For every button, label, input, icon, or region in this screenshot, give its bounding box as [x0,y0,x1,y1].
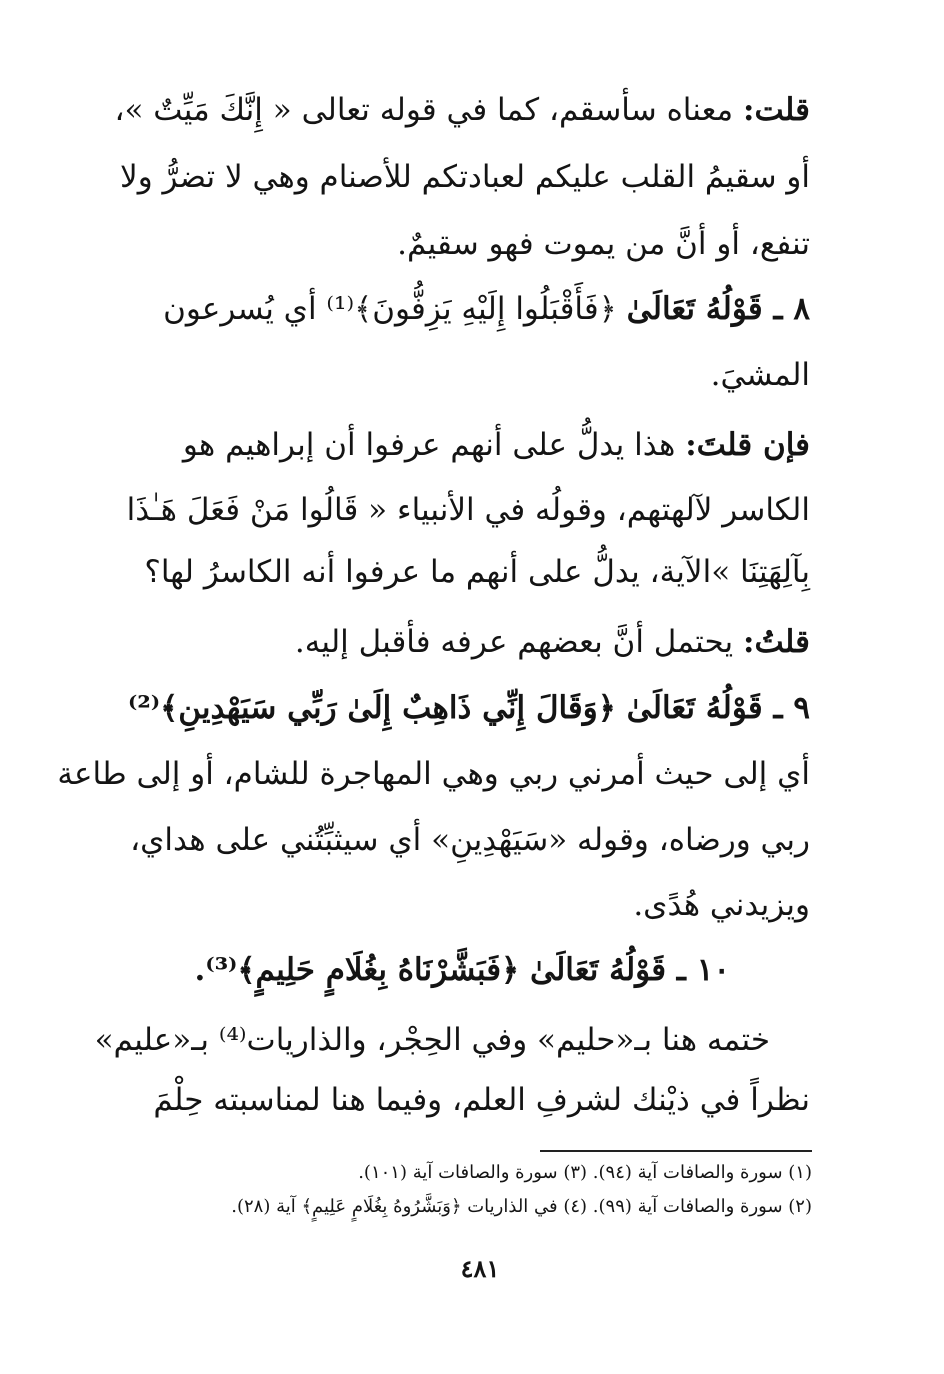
text-line [295,622,810,662]
line-text: ختمه هنا بـ«حليم» وفي الحِجْر، والذاريات⁽⁴⁾ بـ«عليم» [94,1022,770,1058]
line-text: تنفع، أو أنَّ من يموت فهو سقيمٌ. [397,226,810,262]
text-line [95,1020,770,1060]
line-text: الكاسر لآلهتهم، وقولُه في الأنبياء « قَالُوا مَنْ فَعَلَ هَـٰذَا [126,492,810,528]
text-line [127,490,810,530]
text-line [633,885,810,925]
text-line [163,289,810,329]
line-text: ﴿وَقَالَ إِنِّي ذَاهِبٌ إِلَىٰ رَبِّي سَيَهْدِينِ﴾⁽²⁾ [128,690,627,726]
line-text: يحتمل أنَّ بعضهم عرفه فأقبل إليه. [294,624,744,660]
line-text: بِآلِهَتِنَا »الآية، يدلُّ على أنهم ما عرفوا أنه الكاسرُ لها؟ [144,554,810,590]
line-lead: ٨ ـ قَوْلُهُ تَعَالَىٰ [626,291,810,327]
line-text: معناه سأسقم، كما في قوله تعالى « إِنَّكَ مَيِّتٌ »، [114,92,744,128]
line-text: ويزيدني هُدًى. [633,887,810,923]
text-line [120,157,810,197]
text-line [114,90,810,130]
text-line [128,688,810,728]
line-text: نظراً في ذيْنك لشرفِ العلم، وفيما هنا لمناسبته حِلْمَ [153,1082,810,1118]
line-lead: ٩ ـ قَوْلُهُ تَعَالَىٰ [626,690,810,726]
line-text: أو سقيمُ القلب عليكم لعبادتكم للأصنام وهي لا تضرُّ ولا [120,159,810,195]
line-text: المشيَ. [710,357,810,393]
line-text: ربي ورضاه، وقوله «سَيَهْدِينِ» أي سيثبِّتُني على هداي، [130,822,810,858]
footnote-divider [540,1150,812,1152]
text-line [57,754,810,794]
text-line [183,425,810,465]
line-text: ﴿فَأَقْبَلُوا إِلَيْهِ يَزِفُّونَ﴾⁽¹⁾ أي يُسرعون [163,291,627,327]
line-lead: ١٠ ـ قَوْلُهُ تَعَالَىٰ [530,952,730,988]
footnote: (١) سورة والصافات آية (٩٤). (٣) سورة والصافات آية (١٠١). [358,1162,812,1183]
line-text: أي إلى حيث أمرني ربي وهي المهاجرة للشام، أو إلى طاعة [57,756,810,792]
line-lead: قلت: [743,92,810,128]
page-number: ٤٨١ [460,1254,500,1283]
text-line [195,950,730,990]
line-lead: قلتُ: [743,624,810,660]
line-lead: فإن قلتَ: [685,427,810,463]
line-text: هذا يدلُّ على أنهم عرفوا أن إبراهيم هو [182,427,686,463]
text-line [153,1080,810,1120]
line-text: ﴿فَبَشَّرْنَاهُ بِغُلَامٍ حَلِيمٍ﴾⁽³⁾. [194,952,531,988]
text-line [397,224,810,264]
text-line [144,552,810,592]
text-line [130,820,810,860]
footnote: (٢) سورة والصافات آية (٩٩). (٤) في الذاريات ﴿وَبَشَّرُوهُ بِغُلَامٍ عَلِيمٍ﴾ آية (٢٨). [231,1196,812,1217]
text-line [711,355,810,395]
